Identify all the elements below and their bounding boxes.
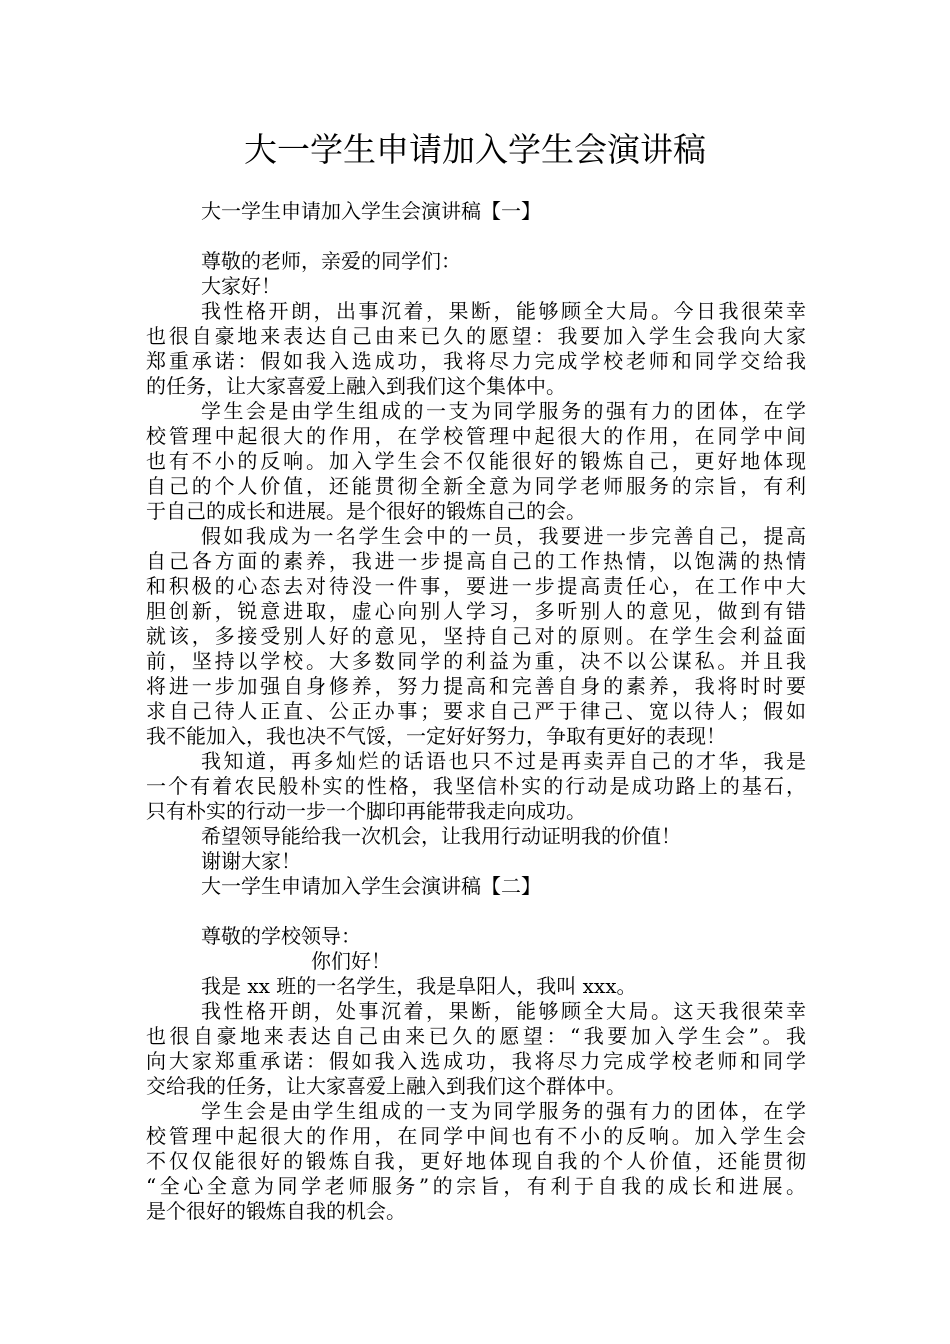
paragraph-line: 不仅仅能很好的锻炼自我，更好地体现自我的个人价值，还能贯彻	[146, 1149, 806, 1173]
paragraph-line: 也有不小的反响。加入学生会不仅能很好的锻炼自己，更好地体现	[146, 449, 806, 473]
paragraph-line: 自己各方面的素养，我进一步提高自己的工作热情，以饱满的热情	[146, 549, 806, 573]
salutation-1: 尊敬的老师，亲爱的同学们：	[201, 249, 461, 273]
document-body	[146, 199, 806, 1224]
paragraph-line: 交给我的任务，让大家喜爱上融入到我们这个群体中。	[146, 1074, 626, 1098]
paragraph-line: 就该，多接受别人好的意见，坚持自己对的原则。在学生会利益面	[146, 624, 806, 648]
paragraph-line: “全心全意为同学老师服务”的宗旨，有利于自我的成长和进展。	[146, 1174, 806, 1198]
paragraph-line: 是个很好的锻炼自我的机会。	[146, 1199, 406, 1223]
paragraph-line: 一个有着农民般朴实的性格，我坚信朴实的行动是成功路上的基石，	[146, 774, 806, 798]
paragraph-line: 于自己的成长和进展。是个很好的锻炼自己的会。	[146, 499, 586, 523]
intro-2: 我是 xx 班的一名学生，我是阜阳人，我叫 xxx。	[201, 974, 637, 998]
spacer	[146, 899, 806, 924]
greeting-1: 大家好！	[201, 274, 281, 298]
greeting-2: 你们好！	[311, 949, 391, 973]
paragraph-line: 希望领导能给我一次机会，让我用行动证明我的价值！	[201, 824, 681, 848]
paragraph-line: 只有朴实的行动一步一个脚印再能带我走向成功。	[146, 799, 586, 823]
paragraph-line: 我不能加入，我也决不气馁，一定好好努力，争取有更好的表现！	[146, 724, 726, 748]
paragraph-line: 自己的个人价值，还能贯彻全新全意为同学老师服务的宗旨，有利	[146, 474, 806, 498]
paragraph-line: 前，坚持以学校。大多数同学的利益为重，决不以公谋私。并且我	[146, 649, 806, 673]
paragraph-line: 向大家郑重承诺：假如我入选成功，我将尽力完成学校老师和同学	[146, 1049, 806, 1073]
paragraph-line: 学生会是由学生组成的一支为同学服务的强有力的团体，在学	[201, 399, 806, 423]
paragraph-line: 假如我成为一名学生会中的一员，我要进一步完善自己，提高	[201, 524, 806, 548]
paragraph-line: 也很自豪地来表达自己由来已久的愿望：我要加入学生会我向大家	[146, 324, 806, 348]
paragraph-line: 校管理中起很大的作用，在学校管理中起很大的作用，在同学中间	[146, 424, 806, 448]
paragraph-line: 也很自豪地来表达自己由来已久的愿望：“我要加入学生会”。我	[146, 1024, 806, 1048]
paragraph-line: 我性格开朗，出事沉着，果断，能够顾全大局。今日我很荣幸	[201, 299, 806, 323]
paragraph-line: 我知道，再多灿烂的话语也只不过是再卖弄自己的才华，我是	[201, 749, 806, 773]
spacer	[146, 224, 806, 249]
salutation-2: 尊敬的学校领导：	[201, 924, 361, 948]
paragraph-line: 将进一步加强自身修养，努力提高和完善自身的素养，我将时时要	[146, 674, 806, 698]
paragraph-line: 校管理中起很大的作用，在同学中间也有不小的反响。加入学生会	[146, 1124, 806, 1148]
section-heading-2: 大一学生申请加入学生会演讲稿【二】	[201, 874, 541, 898]
paragraph-line: 的任务，让大家喜爱上融入到我们这个集体中。	[146, 374, 566, 398]
document-title: 大一学生申请加入学生会演讲稿	[244, 130, 706, 169]
paragraph-line: 郑重承诺：假如我入选成功，我将尽力完成学校老师和同学交给我	[146, 349, 806, 373]
paragraph-line: 我性格开朗，处事沉着，果断，能够顾全大局。这天我很荣幸	[201, 999, 806, 1023]
closing-1: 谢谢大家！	[201, 849, 301, 873]
paragraph-line: 求自己待人正直、公正办事；要求自己严于律己、宽以待人；假如	[146, 699, 806, 723]
section-heading-1: 大一学生申请加入学生会演讲稿【一】	[201, 199, 541, 223]
paragraph-line: 学生会是由学生组成的一支为同学服务的强有力的团体，在学	[201, 1099, 806, 1123]
paragraph-line: 和积极的心态去对待没一件事，要进一步提高责任心，在工作中大	[146, 574, 806, 598]
paragraph-line: 胆创新，锐意进取，虚心向别人学习，多听别人的意见，做到有错	[146, 599, 806, 623]
